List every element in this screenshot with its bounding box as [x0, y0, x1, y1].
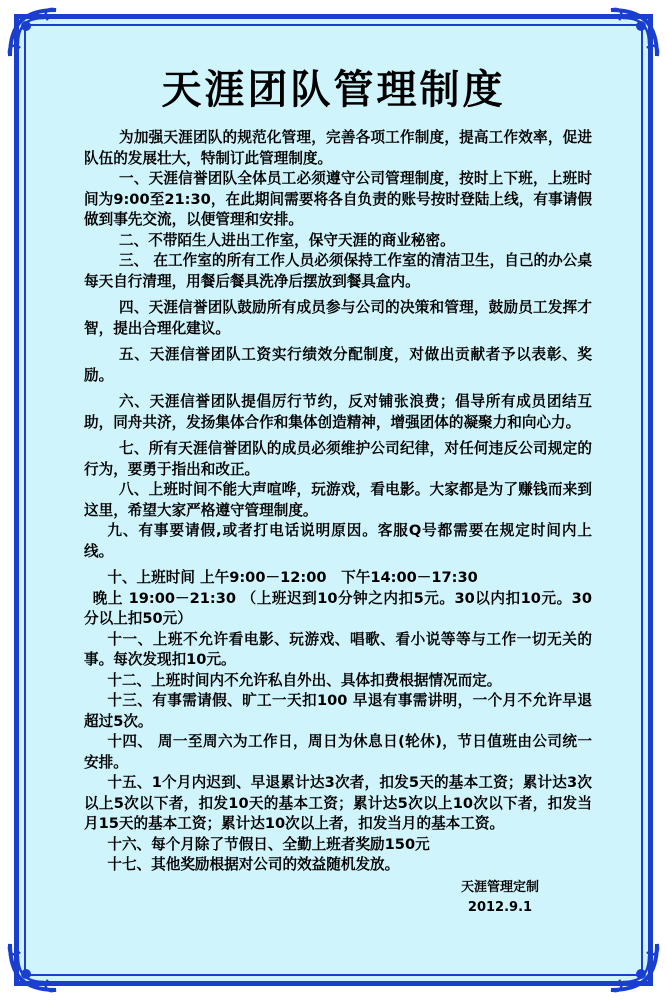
rule-10: 十、上班时间 上午9:00－12:00 下午14:00－17:30: [107, 569, 478, 586]
rule-2: 二、不带陌生人进出工作室，保守天涯的商业秘密。: [119, 231, 455, 249]
regulation-body: [84, 128, 592, 876]
rule-6: 六、天涯信誉团队提倡厉行节约，反对铺张浪费；倡导所有成员团结互助，同舟共济，发扬集体合作和集体创造精神，增强团体的凝聚力和向心力。: [84, 393, 592, 431]
rule-4: 四、天涯信誉团队鼓励所有成员参与公司的决策和管理，鼓励员工发挥才智，提出合理化建议。: [84, 299, 592, 337]
rule-16: 十六、每个月除了节假日、全勤上班者奖励150元: [107, 835, 430, 853]
corner-ornament-icon: [4, 4, 62, 62]
page-title: 天涯团队管理制度: [161, 67, 506, 113]
rule-3: 三、 在工作室的所有工作人员必须保持工作室的清洁卫生，自己的办公桌每天自行清理，用餐后餐具洗净后摆放到餐具盒内。: [84, 252, 592, 290]
rule-7: 七、所有天涯信誉团队的成员必须维护公司纪律，对任何违反公司规定的行为，要勇于指出和改正。: [84, 440, 592, 478]
rule-10-evening: 晚上 19:00－21:30 （上班迟到10分钟之内扣5元。30以内扣10元。30分以上扣50元）: [84, 589, 592, 627]
rule-15: 十五、1个月内迟到、早退累计达3次者，扣发5天的基本工资；累计达3次以上5次以下者，扣发10天的基本工资；累计达5次以上10次以下者，扣发当月15天的基本工资；累计达10次以上者，扣发当月的基本工资。: [84, 774, 592, 832]
rule-5: 五、天涯信誉团队工资实行绩效分配制度，对做出贡献者予以表彰、奖励。: [84, 346, 592, 384]
rule-9: 九、有事要请假,或者打电话说明原因。客服Q号都需要在规定时间内上线。: [84, 522, 592, 560]
rule-13: 十三、有事需请假、旷工一天扣100 早退有事需讲明，一个月不允许早退超过5次。: [84, 692, 592, 730]
rule-11: 十一、上班不允许看电影、玩游戏、唱歌、看小说等等与工作一切无关的事。每次发现扣10元。: [84, 630, 592, 668]
signature-date: 2012.9.1: [467, 900, 533, 915]
corner-ornament-icon: [605, 4, 663, 62]
rule-17: 十七、其他奖励根据对公司的效益随机发放。: [107, 856, 400, 873]
rule-1: 一、天涯信誉团队全体员工必须遵守公司管理制度，按时上下班，上班时间为9:00至21:30，在此期间需要将各自负责的账号按时登陆上线，有事请假做到事先交流，以便管理和安排。: [84, 170, 592, 228]
rule-12: 十二、上班时间内不允许私自外出、具体扣费根据情况而定。: [107, 671, 502, 689]
intro-paragraph: 为加强天涯团队的规范化管理，完善各项工作制度，提高工作效率，促进队伍的发展壮大，特制订此管理制度。: [84, 129, 592, 167]
signature-org: 天涯管理定制: [460, 880, 539, 895]
rule-8: 八、上班时间不能大声喧哗，玩游戏，看电影。大家都是为了赚钱而来到这里，希望大家严格遵守管理制度。: [84, 481, 592, 519]
signature-block: [440, 878, 560, 918]
rule-14: 十四、 周一至周六为工作日，周日为休息日(轮休)，节日值班由公司统一安排。: [84, 733, 592, 771]
corner-ornament-icon: [605, 938, 663, 996]
corner-ornament-icon: [4, 938, 62, 996]
